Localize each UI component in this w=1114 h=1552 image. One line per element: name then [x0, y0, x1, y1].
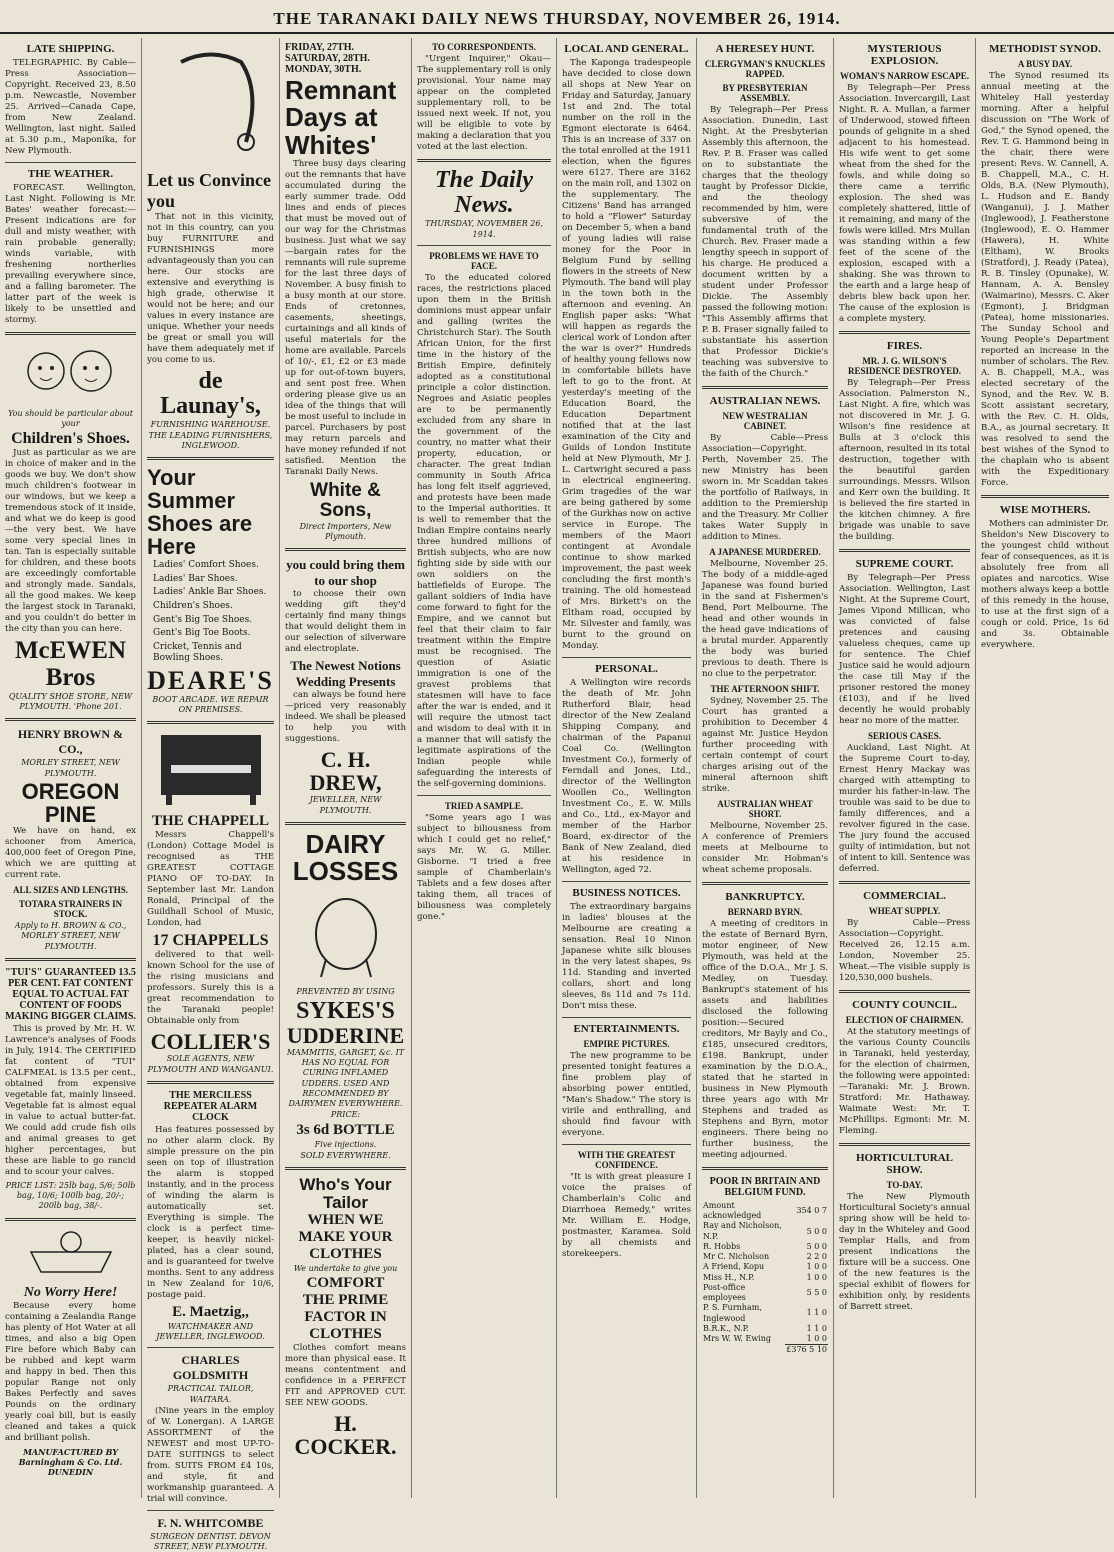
cocker-logo: H. COCKER. — [294, 1411, 397, 1460]
divider — [562, 1017, 691, 1018]
weather-heading: THE WEATHER. — [27, 168, 114, 180]
confidence-heading: WITH THE GREATEST CONFIDENCE. — [577, 1150, 676, 1170]
explosion-text: By Telegraph—Per Press Association. Invercargill, Last Night. R. A. Mullan, a farmer of Underwood, stowed fifteen pounds of gelignite in a shed adjacent to his homestead. His wife went to get some wheat from the shed for the fowls, and while doing so there came a terrific explosion. The shed was completely shattered, little of it remaining, and many of the fowls were killed. Mrs Mullan was standing within a few feet of the scene of the explosion, escaped with a shaking. She was thrown to the earth and a large heap of debris blew back upon her. The cause of the explosion is a complete mystery. — [839, 83, 970, 324]
fund-table — [702, 1201, 828, 1356]
entertainments-heading: ENTERTAINMENTS. — [573, 1023, 680, 1035]
fund-donor: A Friend, Kopu — [703, 1262, 765, 1272]
divider — [285, 1167, 406, 1170]
column-3 — [280, 38, 412, 1498]
fund-donor: P. S. Furnham, Inglewood — [703, 1303, 762, 1323]
notions-title: The Newest Notions — [290, 658, 401, 674]
divider — [839, 1143, 970, 1146]
whitcombe-sub: SURGEON DENTIST. DEVON STREET, NEW PLYMOUTH. — [150, 1531, 271, 1552]
bankruptcy-text: A meeting of creditors in the estate of Bernard Byrn, motor engineer, of New Plymouth, was held at the office of the D.O.A., Mr J. S. Medley, on Tuesday. Bankrupt's statement of his assets and liabilities disclosed the following position:—Secured creditors, Mr Bayly and Co., £185, unsecured creditors, £198. Bankrupt, under examination by the D.O.A., stated that he started in business in New Plymouth three years ago with Mr Stephens and traded as Stephens and Byrn, motor engineers. There being no further business, the meeting adjourned. — [702, 919, 828, 1160]
chappell-text: Messrs Chappell's (London) Cottage Model is recognised as THE GREATEST COTTAGE PIANO OF TO-DAY. In September last Mr. Landon Ronald, Principal of the Guildhall School of Music, London, had — [147, 830, 274, 929]
bankruptcy-sub: BERNARD BYRN. — [727, 907, 803, 917]
table-row — [702, 1334, 828, 1345]
fund-amount: 354 0 7 — [796, 1206, 827, 1216]
supreme-court-text: By Telegraph—Per Press Association. Wellington, Last Night. At the Supreme Court, James Vipond Millican, who was convicted of false pretences and causing valueless cheques, came up for sentence. The Chief Justice said he would adjourn the case till May if the prisoner restored the money (£103), and if he lived decently he would probably hear no more of the matter. — [839, 573, 970, 726]
oregon-pine-title: OREGON PINE — [21, 778, 120, 827]
table-row — [702, 1221, 828, 1241]
wedding-text: can always be found here—priced very reasonably indeed. We shall be pleased to help you with suggestions. — [285, 690, 406, 745]
fund-amount: 1 0 0 — [806, 1334, 827, 1344]
local-text: The Kaponga tradespeople have decided to close down all shops at New Year on Friday and Saturday, January 1st and 2nd. The total number on the roll in the Egmont electorate is 6464. This is an increase of 337 on the total enrolled at the 1911 election, when the figures were 6127. There are 3162 on the main roll, and 1302 on the supplementary. The Citizens' Band has arranged to hold a "Flower" Saturday on December 5, when a band of young ladies will raise money for the Poor in Belgium Fund by selling flowers in the streets of New Plymouth. The band will play in the town both in the afternoon and evening. An English paper asks: "What will happen as regards the clerical work of London after the war is over?" Hundreds of healthy young fellows now in comfortable billets have left to go to the front. At yesterday's meeting of the Education Board, the Education Department notified that at the last examination of the City and Guilds of London Institute held at New Plymouth, Mr J. L. Cartwright secured a pass in electrical engineering. Grim tragedies of the war are being gathered by some of the Gurkhas now on active service in Europe. The members of the Maori contingent at Avondale continue to show marked improvement, the past week concluding the first month's training. The old homestead of Mrs. Birkett's on the Eltham road, occupied by Mr. Silvester and family, was burnt to the ground on Monday. — [562, 58, 691, 651]
divider — [702, 386, 828, 389]
poor-fund-heading: POOR IN BRITAIN AND BELGIUM FUND. — [709, 1176, 821, 1198]
masthead-title: THE TARANAKI DAILY NEWS THURSDAY, NOVEMBER 26, 1914. — [273, 9, 841, 28]
deare-logo: DEARE'S — [147, 665, 274, 695]
explosion-sub: WOMAN'S NARROW ESCAPE. — [839, 71, 970, 81]
weather-text: FORECAST. Wellington, Last Night. Following is Mr. Bates' weather forecast:— Present indications are for dull and misty weather, with rain probable generally; winds variable, with freshening northerlies prevailing everywhere since, and a falling barometer. The latter part of the week is likely to be unsettled and stormy. — [5, 183, 136, 325]
fund-amount: 1 1 0 — [806, 1308, 827, 1318]
shoe-item: Children's Shoes. — [153, 601, 233, 611]
udderine-list: MAMMITIS, GARGET, &c. IT HAS NO EQUAL FOR CURING INFLAMED UDDERS. USED AND RECOMMENDED BY DAIRYMEN EVERYWHERE. — [286, 1048, 405, 1109]
divider — [839, 331, 970, 334]
shift-text: Sydney, November 25. The Court has granted a prohibition to December 4 against Mr. Justice Heydon further proceeding with certain contempt of court charges arising out of the mineral afternoon shift strike. — [702, 696, 828, 794]
divider — [562, 657, 691, 658]
goldsmith-sub: PRACTICAL TAILOR, WAITARA. — [167, 1384, 254, 1404]
fund-amount: 5 0 0 — [806, 1241, 827, 1251]
fund-amount: 5 0 0 — [806, 1226, 827, 1236]
horseshoe-illustration — [147, 42, 274, 166]
shipping-text: TELEGRAPHIC. By Cable—Press Association—Copyright. Received 23, 8.50 p.m. Newcastle, November 25. Arrived—Canada Cape, from New Zealand. Wellington, last night. Sailed at 5.30 p.m., Maponika, for New Plymouth. — [5, 58, 136, 156]
children-illustration — [5, 341, 136, 405]
divider — [147, 721, 274, 724]
pine-text: We have on hand, ex schooner from America, 400,000 feet of Oregon Pine, which we are quitting at current rate. — [5, 826, 136, 881]
editorial-date: THURSDAY, NOVEMBER 26, 1914. — [425, 219, 543, 239]
table-row — [702, 1273, 828, 1283]
wedding-title: Wedding Presents — [295, 674, 396, 690]
totara-line: TOTARA STRAINERS IN STOCK. — [18, 899, 123, 920]
divider — [5, 1218, 136, 1221]
tuis-title: "TUI'S" GUARANTEED 13.5 PER CENT. FAT CONTENT EQUAL TO ACTUAL FAT CONTENT OF FOODS MAKING BIGGER CLAIMS. — [5, 966, 136, 1022]
divider — [417, 159, 551, 162]
japanese-text: Melbourne, November 25. The body of a middle-aged Japanese was found buried in the sand at Fishermen's Bend, Port Melbourne. The head and other wounds in the head gave indications of a brutal murder. Apparently the body was buried previous to death. There is no clue to the perpetrator. — [702, 559, 828, 679]
synod-heading: METHODIST SYNOD. — [989, 43, 1101, 55]
divider — [5, 958, 136, 961]
divider — [562, 1144, 691, 1145]
table-row — [702, 1201, 828, 1221]
price-list: PRICE LIST: 25lb bag, 5/6; 50lb bag, 10/6; 100lb bag, 20/-; 200lb bag, 38/-. — [5, 1180, 136, 1211]
divider — [5, 718, 136, 721]
wheat-heading: AUSTRALIAN WHEAT SHORT. — [717, 799, 813, 819]
launay-logo: de Launay's, — [160, 368, 261, 420]
county-council-text: At the statutory meetings of the various County Councils in Taranaki, held yesterday, for the election of chairmen, the following were appointed:—Taranaki: Mr. J. Brown. Stratford: Mr. Hathaway. Waimate West: Mr. T. McPhillips. Egmont: Mr. M. Fleming. — [839, 1027, 970, 1136]
australian-heading: AUSTRALIAN NEWS. — [709, 395, 821, 407]
column-7 — [834, 38, 976, 1498]
barningham-maker: MANUFACTURED BY Barningham & Co. Ltd. DUNEDIN — [18, 1446, 123, 1477]
whitcombe-name: F. N. WHITCOMBE — [157, 1515, 264, 1530]
injections-text: Five injections. — [314, 1139, 377, 1149]
divider — [285, 548, 406, 551]
remnant-dates: FRIDAY, 27TH. SATURDAY, 28TH. MONDAY, 30TH. — [285, 42, 370, 75]
daily-news-nameplate: The Daily News. — [435, 167, 533, 219]
goldsmith-name: CHARLES GOLDSMITH — [172, 1353, 249, 1383]
letus-text: That not in this vicinity, not in this country, can you buy FURNITURE and FURNISHINGS more advantageously than you can here. Our stocks are extensive and everything is high grade, otherwise it would not be here; and our values in every instance are unique. Whether your needs be great or small you will have them adequately met if you come to us. — [147, 212, 274, 365]
fund-donor: Miss H., N.P. — [703, 1272, 755, 1282]
divider — [147, 1347, 274, 1348]
mcewen-logo: McEWEN Bros — [14, 637, 127, 691]
remnant-text: Three busy days clearing out the remnants that have accumulated during the early summer trade. Odd lines and ends of pieces that must be moved out of our way for the Christmas business. Just what we say—bargain rates for the remnants will rule supreme for the last three days of November. A busy finish to a busy month at our store. Ends of cretonnes, casements, sheetings, curtainings and all kinds of useful materials for the home are available. Parcels of 10/-, £1, £2 or £3 made up for out-of-town buyers, and sent post free. When ordering please give us an idea of the things that will be most useful to include in parcel. Purchasers by post may return parcels and have money refunded if not satisfied. Mention the Taranaki Daily News. — [285, 158, 406, 477]
drew-logo: C. H. DREW, — [309, 747, 382, 796]
prime-text: Clothes comfort means more than physical ease. It means contentment and confidence in a PERFECT FIT and APPROVED CUT. SEE NEW GOODS. — [285, 1343, 406, 1409]
drew-sub: JEWELLER, NEW PLYMOUTH. — [309, 795, 382, 815]
heresy-heading: A HERESEY HUNT. — [715, 43, 815, 55]
chappells-text: delivered to that well-known School for the use of the rising musicians and professors. Surely this is a great recommendation to the Taranaki people! Obtainable only from — [147, 950, 274, 1027]
chappells-17: 17 CHAPPELLS — [152, 932, 269, 950]
shift-heading: THE AFTERNOON SHIFT. — [710, 684, 820, 694]
divider — [5, 332, 136, 335]
empire-pictures-heading: EMPIRE PICTURES. — [583, 1039, 670, 1049]
prevented-text: PREVENTED BY USING — [296, 987, 395, 997]
divider — [702, 1167, 828, 1170]
sykes-logo: SYKES'S — [296, 997, 395, 1024]
collier-logo: COLLIER'S — [150, 1029, 271, 1055]
bring-title: you could bring them to our shop — [286, 557, 405, 589]
county-council-heading: COUNTY COUNCIL. — [852, 999, 957, 1011]
shoe-item: Gent's Big Toe Shoes. — [153, 614, 253, 625]
personal-heading: PERSONAL. — [595, 663, 658, 675]
serious-cases-heading: SERIOUS CASES. — [867, 731, 942, 741]
divider — [981, 495, 1109, 498]
cabinet-heading: NEW WESTRALIAN CABINET. — [722, 411, 808, 431]
divider — [562, 881, 691, 882]
goldsmith-text: (Nine years in the employ of W. Lonergan). A LARGE ASSORTMENT of the NEWEST and most UP-TO-DATE SUITINGS to select from. SUITS FROM £4 10s, and style, fit and workmanship guaranteed. A trial will convince. — [147, 1405, 274, 1504]
fires-text: By Telegraph—Per Press Association. Palmerston N., Last Night. A fire, which was not discovered in Mr. J. G. Wilson's fine residence at Bulls at 3 o'clock this afternoon, resulted in its total destruction, together with the beautiful garden surroundings. Messrs. Wilson and Kerr own the building. It is believed the fire started in the kitchen chimney. A fire brigade was unable to save the building. — [839, 378, 970, 542]
shoes-title: Children's Shoes. — [11, 430, 130, 448]
personal-text: A Wellington wire records the death of Mr. John Rutherford Blair, head director of the New Zealand Shipping Company, and chairman of the Papanui Coal Co. (Wellington Investment Co.), formerly of Ferndall and Jones, Ltd., director of the Wellington Woollen Co., Wellington Investment Co., E. W. Mills and Co., Ltd., ex-Mayor and member of the Harbor Board, ex-director of the Bank of New Zealand, died at his residence in Wellington, aged 72. — [562, 678, 691, 875]
table-row — [702, 1303, 828, 1323]
price-label: PRICE: — [330, 1110, 361, 1120]
serious-cases-text: Auckland, Last Night. At the Supreme Court to-day, Ernest Henry Mackay was charged with attempting to murder his father-in-law. The trouble was said to be due to family differences, and a revolver figured in the case. The jury found the accused guilty of intimidation, but not of intent to kill. Sentence was deferred. — [839, 743, 970, 874]
business-text: The extraordinary bargains in ladies' blouses at the Melbourne are creating a sensation. Real 10 Ninon Japanese white silk blouses in the very latest shapes, 9s 11d. Standing and inverted collars, short and long sleeves, 8s 11d and 7s 11d. Don't miss these. — [562, 902, 691, 1011]
undertake-text: We undertake to give you — [293, 1263, 398, 1273]
heresy-sub: CLERGYMAN'S KNUCKLES RAPPED. — [704, 59, 826, 79]
confidence-text: "It is with great pleasure I voice the praises of Chamberlain's Colic and Diarrhoea Remedy," writes Mr. William E. Hodge, postmaster, Karamea. Sold by all chemists and storekeepers. — [562, 1172, 691, 1259]
mothers-heading: WISE MOTHERS. — [999, 504, 1091, 516]
tuis-text: This is proved by Mr. H. W. Lawrence's analyses of Foods in July, 1914. The CERTIFIED fat content of "TUI" CALFMEAL is 13.5 per cent., obtained from expensive vegetable fat, mainly linseed. Vegetable fat is almost equal in value to actual butter-fat. We could add crude fish oils and animal greases to get higher percentages, but these are liable to go rancid and to scour your calves. — [5, 1023, 136, 1177]
bankruptcy-heading: BANKRUPTCY. — [725, 891, 805, 903]
business-heading: BUSINESS NOTICES. — [572, 887, 681, 899]
leader-text: To the educated colored races, the restrictions placed upon them in the British dominions must appear unfair and galling (writes the Christchurch Star). The South African Union, for the first time in the history of the British Empire, definitely adopted as a constitutional principle a color distinction. Negroes and Asiatic peoples are to be permanently excluded from any share in the government of the country, no matter what their property, education, or character. The great Indian community in South Africa has long felt itself aggrieved, and protests have been made to the Imperial authorities. It is well to remember that the Indian Empire contains nearly three hundred millions of British subjects, who are now fighting side by side with our own soldiers on the battlefields of Europe. The gallant soldiers of India have come forward to fight for the Empire, and we cannot but feel that their claim to fair treatment within the Empire must be recognised. The question of Asiatic immigration is one of the gravest problems that statesmen will have to face after the war is ended, and it will require the utmost tact and wisdom to deal with it in a manner that will satisfy the legitimate aspirations of the Indian people while safeguarding the interests of the self-governing dominions. — [417, 272, 551, 789]
japanese-heading: A JAPANESE MURDERED. — [709, 547, 821, 557]
summer-shoes-title: Your Summer Shoes are Here — [147, 465, 253, 560]
launay-sub: FURNISHING WAREHOUSE. THE LEADING FURNISHERS, INGLEWOOD. — [148, 420, 273, 450]
tailor-title: Who's Your Tailor — [299, 1175, 392, 1212]
table-row — [702, 1252, 828, 1262]
fund-donor: B.R.K., N.P. — [703, 1323, 749, 1333]
shoe-item: Ladies' Bar Shoes. — [153, 573, 238, 584]
shoe-item: Ladies' Ankle Bar Shoes. — [153, 587, 267, 598]
chappell-title: THE CHAPPELL — [151, 813, 270, 830]
sample-heading: TRIED A SAMPLE. — [444, 800, 524, 811]
divider — [5, 162, 136, 163]
shoes-caption: You should be particular about your — [8, 409, 133, 429]
heresy-text: By Telegraph—Per Press Association. Dunedin, Last Night. At the Presbyterian Assembly this afternoon, the Rev. P. B. Fraser was called on to substantiate the charges that the theology taught by Professor Dickie, and the theology recommended by him, were subversive of the fundamental truth of the Church. Rev. Fraser made a lengthy speech in support of his charge. He produced a document written by a student under Professor Dickie. The Assembly passed the following motion: "This Assembly affirms that P. B. Fraser signally failed to substantiate his assertion that Professor Dickie's teaching was subversive to the faith of the Church." — [702, 105, 828, 379]
bring-text: to choose their own wedding gift they'd certainly find many things that would delight them in our selection of silverware and electroplate. — [285, 589, 406, 655]
fund-donor: Mr C. Nicholson — [703, 1252, 770, 1262]
supreme-court-heading: SUPREME COURT. — [855, 558, 954, 570]
column-2 — [142, 38, 280, 1552]
wheat-supply-heading: WHEAT SUPPLY. — [868, 906, 941, 916]
udderine-logo: UDDERINE — [286, 1022, 405, 1048]
divider — [839, 881, 970, 884]
repeater-title: THE MERCILESS REPEATER ALARM CLOCK — [163, 1089, 258, 1123]
shoes-text: Just as particular as we are in choice of maker and in the goods we buy. We don't show much children's footwear in our windows, but we keep a tremendous stock of it inside, and what we do keep is good—the very best. We have some very special lines in tan. Tan is especially suitable for children, and these boots are exceedingly comfortable and strongly made. Sandals, all the good makes. We keep the largest stock in Taranaki, and you couldn't do better in the city than you can here. — [5, 448, 136, 635]
divider — [147, 1081, 274, 1084]
worry-title: No Worry Here! — [23, 1284, 118, 1300]
white-sons-sub: Direct Importers, New Plymouth. — [299, 521, 392, 541]
sold-text: SOLD EVERYWHERE. — [300, 1150, 391, 1160]
piano-illustration — [147, 730, 274, 809]
cow-illustration — [285, 889, 406, 983]
heresy-sub2: BY PRESBYTERIAN ASSEMBLY. — [722, 83, 808, 103]
shoe-item: Gent's Big Toe Boots. — [153, 628, 251, 639]
table-row — [702, 1242, 828, 1252]
mothers-text: Mothers can administer Dr. Sheldon's New Discovery to the youngest child without fear of consequences, as it is absolutely free from all opiates and narcotics. Wise mothers always keep a bottle of this remedy in the house, to use at the first sign of a cough or cold. Price, 1s 6d and 3s. Obtainable everywhere. — [981, 519, 1109, 650]
repeater-text: Has features possessed by no other alarm clock. By simple pressure on the pin seen on top of illustration the alarm is stopped instantly, and in the process of winding the alarm is automatically set. Everything is simple. The clock is a perfect time-keeper, is heavily nickel-plated, has a clear sound, and is guaranteed for twelve months. Sent to any address in New Zealand for 10/6, postage paid. — [147, 1124, 274, 1300]
leader-heading: PROBLEMS WE HAVE TO FACE. — [429, 250, 539, 271]
divider — [839, 549, 970, 552]
apply-line: Apply to H. BROWN & CO., MORLEY STREET, NEW PLYMOUTH. — [14, 921, 127, 951]
fund-donor: Post-office employees — [703, 1282, 746, 1303]
cabinet-text: By Cable—Press Association—Copyright. Perth, November 25. The new Ministry has been sworn in. Mr Scaddan takes the portfolio of Railways, in addition to the Premiership and the Treasury. Mr Collier takes Water Supply in addition to Mines. — [702, 433, 828, 542]
divider — [839, 990, 970, 993]
fires-heading: FIRES. — [886, 340, 923, 352]
commercial-text: By Cable—Press Association—Copyright. Received 26, 12.15 a.m. London, November 25. Wheat.—The visible supply is 120,530,000 bushels. — [839, 918, 970, 983]
shoe-item: Ladies' Comfort Shoes. — [153, 560, 259, 571]
prime-title: THE PRIME FACTOR IN CLOTHES — [302, 1292, 389, 1343]
divider — [285, 822, 406, 825]
sample-text: "Some years ago I was subject to biliousness from which I could get no relief," says Mr. W. G. Miller. Gisborne. "I tried a free sample of Chamberlain's Tablets and a few doses after taking them, all traces of biliousness was completely gone." — [417, 812, 551, 922]
table-row — [702, 1324, 828, 1334]
commercial-heading: COMMERCIAL. — [863, 890, 946, 902]
fund-amount: 1 1 0 — [806, 1323, 827, 1333]
maetzig-name: E. Maetzig,, — [172, 1303, 249, 1320]
table-row — [702, 1283, 828, 1303]
white-sons-logo: White & Sons, — [310, 479, 381, 521]
column-5 — [557, 38, 697, 1498]
dairy-losses-title: DAIRY LOSSES — [292, 828, 399, 887]
when-title: WHEN WE MAKE YOUR CLOTHES — [298, 1211, 393, 1262]
fund-donor: Mrs W. W. Ewing — [703, 1334, 772, 1344]
horticultural-text: The New Plymouth Horticultural Society's annual spring show will be held to-day in the Whiteley and Good Templar Halls, and from present indications the fixture will be a success. One of the new features is the special exhibit of flowers for exhibition only, by residents of Barrett street. — [839, 1192, 970, 1312]
fund-amount: 5 5 0 — [806, 1287, 827, 1297]
pine-sizes: ALL SIZES AND LENGTHS. — [12, 885, 129, 896]
brown-address: MORLEY STREET, NEW PLYMOUTH. — [21, 758, 120, 778]
correspondents-heading: TO CORRESPONDENTS. — [432, 42, 536, 52]
column-4 — [412, 38, 557, 1498]
fund-amount: 1 0 0 — [806, 1262, 827, 1272]
table-row — [702, 1262, 828, 1272]
worry-text: Because every home containing a Zealandia Range has plenty of Hot Water at all times, and also a big Open Fire before which Baby can be rubbed and kept warm and happy in bed. Then this popular Range not only Bakes Perfectly and saves Pounds on the ordinary yearly coal bill, but is easily cleaned and takes a quick and brilliant polish. — [5, 1300, 136, 1443]
divider — [702, 882, 828, 885]
horticultural-sub: TO-DAY. — [886, 1180, 923, 1190]
fund-donor: Ray and Nicholson, N.P. — [703, 1221, 782, 1241]
fund-donor: R. Hobbs — [703, 1241, 741, 1251]
wheat-text: Melbourne, November 25. A conference of Premiers meets at Melbourne to consider Mr. Hobman's wheat scheme proposals. — [702, 821, 828, 875]
divider — [417, 245, 551, 246]
fires-sub: MR. J. G. WILSON'S RESIDENCE DESTROYED. — [847, 356, 962, 376]
divider — [147, 457, 274, 460]
fund-amount: 1 0 0 — [806, 1272, 827, 1282]
correspondents-text: "Urgent Inquirer," Okau—The supplementary roll is only provisional. Your name may appear on the completed supplementary roll, to be issued next week. If not, you will be eligible to vote by making a declaration that you voted at the last election. — [417, 54, 551, 152]
explosion-heading: MYSTERIOUS EXPLOSION. — [867, 43, 942, 67]
local-heading: LOCAL AND GENERAL. — [564, 43, 689, 55]
deare-sub: BOOT ARCADE. WE REPAIR ON PREMISES. — [152, 694, 269, 715]
summer-shoes-list — [147, 560, 274, 664]
bottle-price: 3s 6d BOTTLE — [296, 1121, 395, 1138]
entertainments-text: The new programme to be presented tonight features a fine problem play of absorbing power entitled, "Man's Shadow." The story is virile and enthralling, and should find favour with everyone. — [562, 1051, 691, 1138]
letus-title: Let us Convince you — [147, 170, 272, 211]
maetzig-sub: WATCHMAKER AND JEWELLER, INGLEWOOD. — [156, 1321, 265, 1342]
synod-text: The Synod resumed its annual meeting at the Whiteley Hall yesterday morning. After a helpful discussion on "The Work of God," the Synod opened, the Rev. T. G. Hammond being in the chair, there were present: Revs. W. Cannell, A. B. Chappell, M.A., C. H. Olds, B.A. (New Plymouth), L. Hudson and E. Bandy (Wanganui), J. J. Mather (Inglewood), J. Featherstone (Inglewood), E. O. Hammer (Hawera), H. White (Eltham), W. Brooks (Stratford), J. Ready (Patea), R. B. Tinsley (Opunake), W. Hannam, A. A. Bensley (Waimarino), Messrs. C. Aker (Egmont), J. Bridgman (Patea), home missionaries. The Sunday School and Young People's Department reported an increase in the number of scholars. The Rev. A. B. Chappell, M.A., was elected secretary of the Synod, and the Rev. W. B. Scott assistant secretary, with the Rev. C. H. Olds, B.A., as journal secretary. It was resolved to send the best wishes of the Synod to the chaplain who is absent with the Expeditionary Force. — [981, 71, 1109, 488]
mcewen-address: QUALITY SHOE STORE, NEW PLYMOUTH. 'Phone 201. — [8, 691, 133, 712]
comfort-title: COMFORT — [306, 1275, 385, 1292]
shipping-heading: LATE SHIPPING. — [26, 43, 115, 55]
table-row — [702, 1345, 828, 1356]
column-6 — [697, 38, 834, 1498]
horticultural-heading: HORTICULTURAL SHOW. — [855, 1152, 953, 1176]
column-8 — [976, 38, 1114, 1498]
shoe-item: Cricket, Tennis and Bowling Shoes. — [153, 641, 242, 664]
divider — [147, 1510, 274, 1511]
column-1 — [0, 38, 142, 1498]
remnant-title: Remnant Days at Whites' — [285, 75, 397, 160]
brown-name: HENRY BROWN & CO., — [17, 727, 124, 757]
fund-donor: Amount acknowledged — [703, 1201, 762, 1221]
divider — [417, 795, 551, 796]
collier-sub: SOLE AGENTS, NEW PLYMOUTH AND WANGANUI. — [147, 1054, 274, 1074]
synod-sub: A BUSY DAY. — [1017, 59, 1073, 69]
masthead — [0, 6, 1114, 34]
baby-bath-illustration — [5, 1227, 136, 1281]
county-council-sub: ELECTION OF CHAIRMEN. — [845, 1015, 964, 1025]
fund-amount: 2 2 0 — [806, 1252, 827, 1262]
fund-total: £376 5 10 — [786, 1345, 827, 1355]
